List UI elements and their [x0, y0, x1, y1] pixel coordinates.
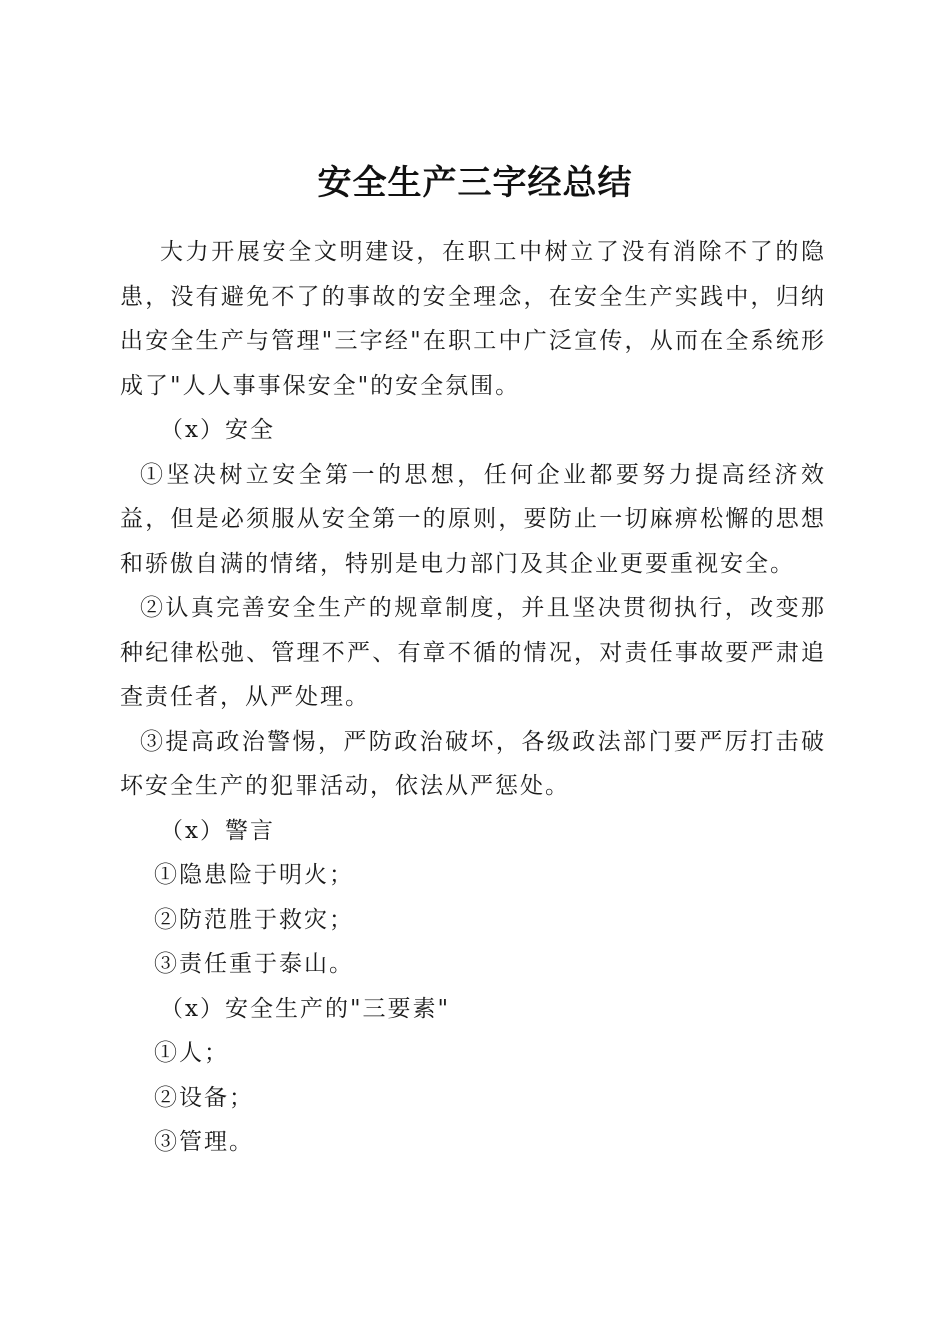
element-item: ②设备； [154, 1084, 254, 1111]
section-heading-warnings: （x）警言 [160, 817, 275, 844]
warning-item: ②防范胜于救灾； [154, 906, 354, 933]
element-item: ③管理。 [154, 1129, 254, 1155]
document-body [120, 230, 826, 1165]
safety-paragraph-1: ①坚决树立安全第一的思想，任何企业都要努力提高经济效益，但是必须服从安全第一的原则，要防止一切麻痹松懈的思想和骄傲自满的情绪，特别是电力部门及其企业更要重视安全。 [120, 461, 826, 577]
section-heading-three-elements: （x）安全生产的"三要素" [160, 995, 451, 1022]
intro-paragraph: 大力开展安全文明建设，在职工中树立了没有消除不了的隐患，没有避免不了的事故的安全理念，在安全生产实践中，归纳出安全生产与管理"三字经"在职工中广泛宣传，从而在全系统形成了"人人事事保安全"的安全氛围。 [120, 239, 826, 399]
element-item: ①人； [154, 1040, 229, 1066]
safety-paragraph-2: ②认真完善安全生产的规章制度，并且坚决贯彻执行，改变那种纪律松弛、管理不严、有章不循的情况，对责任事故要严肃追查责任者，从严处理。 [120, 595, 826, 710]
document-title: 安全生产三字经总结 [317, 162, 633, 203]
warning-item: ③责任重于泰山。 [154, 951, 354, 977]
warning-item: ①隐患险于明火； [154, 862, 354, 888]
safety-paragraph-3: ③提高政治警惕，严防政治破坏，各级政法部门要严厉打击破坏安全生产的犯罪活动，依法从严惩处。 [120, 728, 826, 799]
section-heading-safety: （x）安全 [160, 417, 275, 443]
